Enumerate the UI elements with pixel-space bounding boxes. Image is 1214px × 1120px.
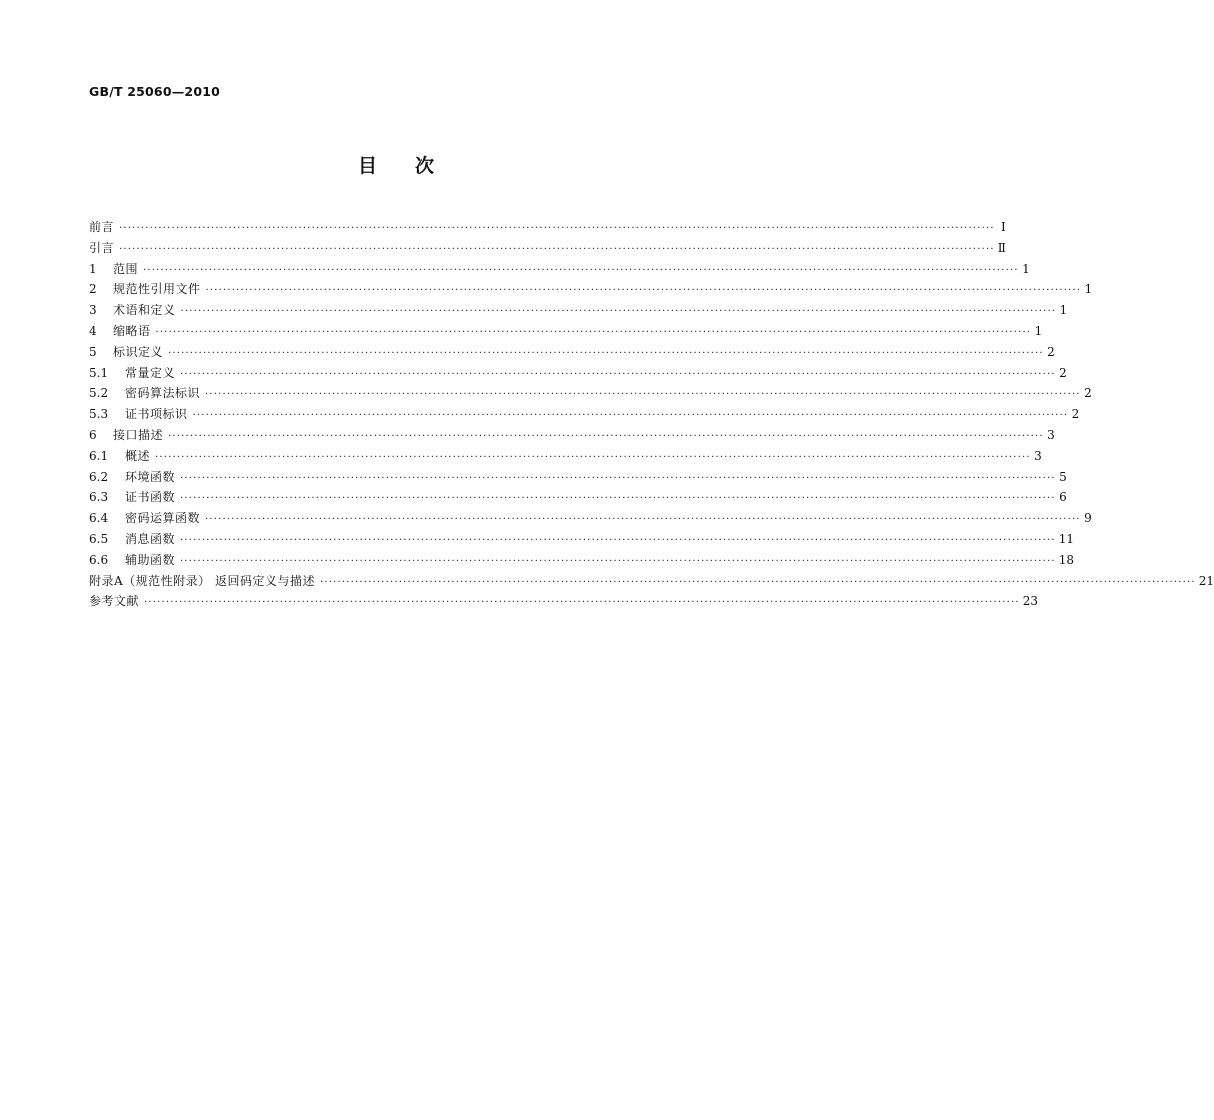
toc-entry-page: 5 bbox=[1059, 469, 1067, 484]
toc-entry-label: 接口描述 bbox=[113, 427, 164, 442]
toc-leader-dots: ········································································································································································································ bbox=[119, 223, 995, 234]
toc-entry-number: 1 bbox=[89, 261, 97, 276]
toc-leader-dots: ········································································································································································································ bbox=[168, 430, 1044, 442]
toc-entry[interactable] bbox=[89, 571, 1214, 592]
page-title bbox=[0, 151, 792, 178]
toc-entry-page: 3 bbox=[1047, 427, 1055, 442]
title-char-1: 目 bbox=[357, 155, 377, 177]
toc-entry-label: 规范性引用文件 bbox=[113, 282, 201, 297]
toc-entry-page: 1 bbox=[1022, 261, 1030, 276]
toc-entry-label: 概述 bbox=[125, 448, 151, 463]
toc-entry-page: 2 bbox=[1059, 365, 1067, 380]
toc-entry[interactable] bbox=[89, 529, 1075, 550]
toc-leader-dots: ········································································································································································································ bbox=[205, 389, 1081, 401]
toc-entry-label: 证书函数 bbox=[125, 490, 176, 505]
toc-entry-label: 证书项标识 bbox=[125, 407, 188, 422]
toc-entry-page: 1 bbox=[1084, 282, 1093, 297]
toc-entry-number: 3 bbox=[89, 303, 97, 318]
toc-entry[interactable] bbox=[89, 404, 1080, 425]
toc-entry-label: 密码算法标识 bbox=[125, 386, 201, 401]
toc-entry[interactable] bbox=[89, 446, 1042, 467]
toc-entry[interactable] bbox=[89, 363, 1067, 384]
toc-entry[interactable] bbox=[89, 238, 1006, 259]
toc-leader-dots: ········································································································································································································ bbox=[155, 451, 1031, 463]
toc-entry-label: 附录A（规范性附录） 返回码定义与描述 bbox=[89, 573, 315, 588]
toc-leader-dots: ········································································································································································································ bbox=[180, 493, 1056, 505]
toc-entry[interactable] bbox=[89, 279, 1093, 300]
toc-entry[interactable] bbox=[89, 508, 1092, 529]
toc-entry-page: 1 bbox=[1034, 323, 1043, 338]
toc-leader-dots: ········································································································································································································ bbox=[205, 514, 1081, 526]
toc-entry[interactable] bbox=[89, 425, 1055, 446]
toc-entry-number: 5.2 bbox=[89, 386, 109, 401]
toc-leader-dots: ········································································································································································································ bbox=[319, 576, 1196, 588]
toc-leader-dots: ········································································································································································································ bbox=[180, 534, 1056, 546]
toc-entry-page: 9 bbox=[1084, 511, 1092, 526]
toc-entry-label: 前言 bbox=[89, 220, 115, 234]
toc-entry[interactable] bbox=[89, 383, 1092, 404]
toc-entry-number: 6.5 bbox=[89, 531, 109, 546]
toc-entry-page: 6 bbox=[1059, 490, 1067, 505]
toc-entry-page: Ⅰ bbox=[1001, 220, 1006, 234]
toc-entry-page: 18 bbox=[1058, 552, 1075, 567]
toc-entry-number: 5.1 bbox=[89, 365, 109, 380]
toc-entry-page: 23 bbox=[1022, 594, 1039, 609]
toc-entry-page: 2 bbox=[1047, 344, 1055, 359]
toc-entry[interactable] bbox=[89, 300, 1068, 321]
toc-entry[interactable] bbox=[89, 217, 1006, 238]
toc-entry-label: 消息函数 bbox=[125, 531, 176, 546]
toc-leader-dots: ········································································································································································································ bbox=[205, 285, 1082, 297]
toc-entry-number: 5.3 bbox=[89, 407, 109, 422]
toc-leader-dots: ········································································································································································································ bbox=[180, 368, 1056, 380]
toc-leader-dots: ········································································································································································································ bbox=[180, 555, 1056, 567]
toc-leader-dots: ········································································································································································································ bbox=[192, 410, 1069, 422]
toc-leader-dots: ········································································································································································································ bbox=[168, 347, 1044, 359]
toc-entry-page: 2 bbox=[1084, 386, 1092, 401]
toc-leader-dots: ········································································································································································································ bbox=[119, 243, 995, 255]
toc-entry-number: 6.1 bbox=[89, 448, 109, 463]
toc-entry-number: 6.4 bbox=[89, 511, 109, 526]
toc-entry-number: 6.6 bbox=[89, 552, 109, 567]
toc-entry[interactable] bbox=[89, 259, 1030, 280]
standard-code: GB/T 25060—2010 bbox=[89, 84, 221, 99]
toc-leader-dots: ········································································································································································································ bbox=[143, 264, 1019, 276]
toc-leader-dots: ········································································································································································································ bbox=[155, 326, 1032, 338]
toc-entry[interactable] bbox=[89, 487, 1067, 508]
toc-leader-dots: ········································································································································································································ bbox=[180, 306, 1057, 318]
toc-entry-number: 6.2 bbox=[89, 469, 109, 484]
toc-leader-dots: ········································································································································································································ bbox=[144, 597, 1020, 609]
toc-entry-label: 标识定义 bbox=[113, 344, 164, 359]
toc-entry-page: 1 bbox=[1059, 303, 1068, 318]
toc-entry-label: 术语和定义 bbox=[113, 303, 176, 318]
toc-entry-number: 2 bbox=[89, 282, 97, 297]
toc-entry[interactable] bbox=[89, 467, 1067, 488]
title-char-2: 次 bbox=[415, 155, 435, 177]
toc-entry-label: 密码运算函数 bbox=[125, 511, 201, 526]
toc-entry-page: 3 bbox=[1034, 448, 1042, 463]
toc-entry-label: 范围 bbox=[113, 261, 139, 276]
toc-entry[interactable] bbox=[89, 342, 1055, 363]
table-of-contents bbox=[89, 217, 1214, 612]
toc-entry[interactable] bbox=[89, 321, 1043, 342]
toc-entry-label: 辅助函数 bbox=[125, 552, 176, 567]
toc-entry-label: 参考文献 bbox=[89, 594, 140, 609]
toc-entry-label: 环境函数 bbox=[125, 469, 176, 484]
toc-entry-label: 常量定义 bbox=[125, 365, 176, 380]
toc-entry[interactable] bbox=[89, 591, 1039, 612]
toc-entry-label: 引言 bbox=[89, 240, 115, 255]
toc-entry-page: Ⅱ bbox=[997, 240, 1006, 255]
toc-entry[interactable] bbox=[89, 550, 1075, 571]
toc-entry-page: 21 bbox=[1198, 573, 1214, 588]
toc-leader-dots: ········································································································································································································ bbox=[180, 472, 1056, 484]
toc-entry-number: 6 bbox=[89, 427, 97, 442]
toc-entry-number: 6.3 bbox=[89, 490, 109, 505]
toc-entry-label: 缩略语 bbox=[113, 323, 151, 338]
toc-entry-number: 4 bbox=[89, 323, 97, 338]
toc-entry-page: 2 bbox=[1071, 407, 1080, 422]
toc-entry-page: 11 bbox=[1058, 531, 1075, 546]
toc-entry-number: 5 bbox=[89, 344, 97, 359]
